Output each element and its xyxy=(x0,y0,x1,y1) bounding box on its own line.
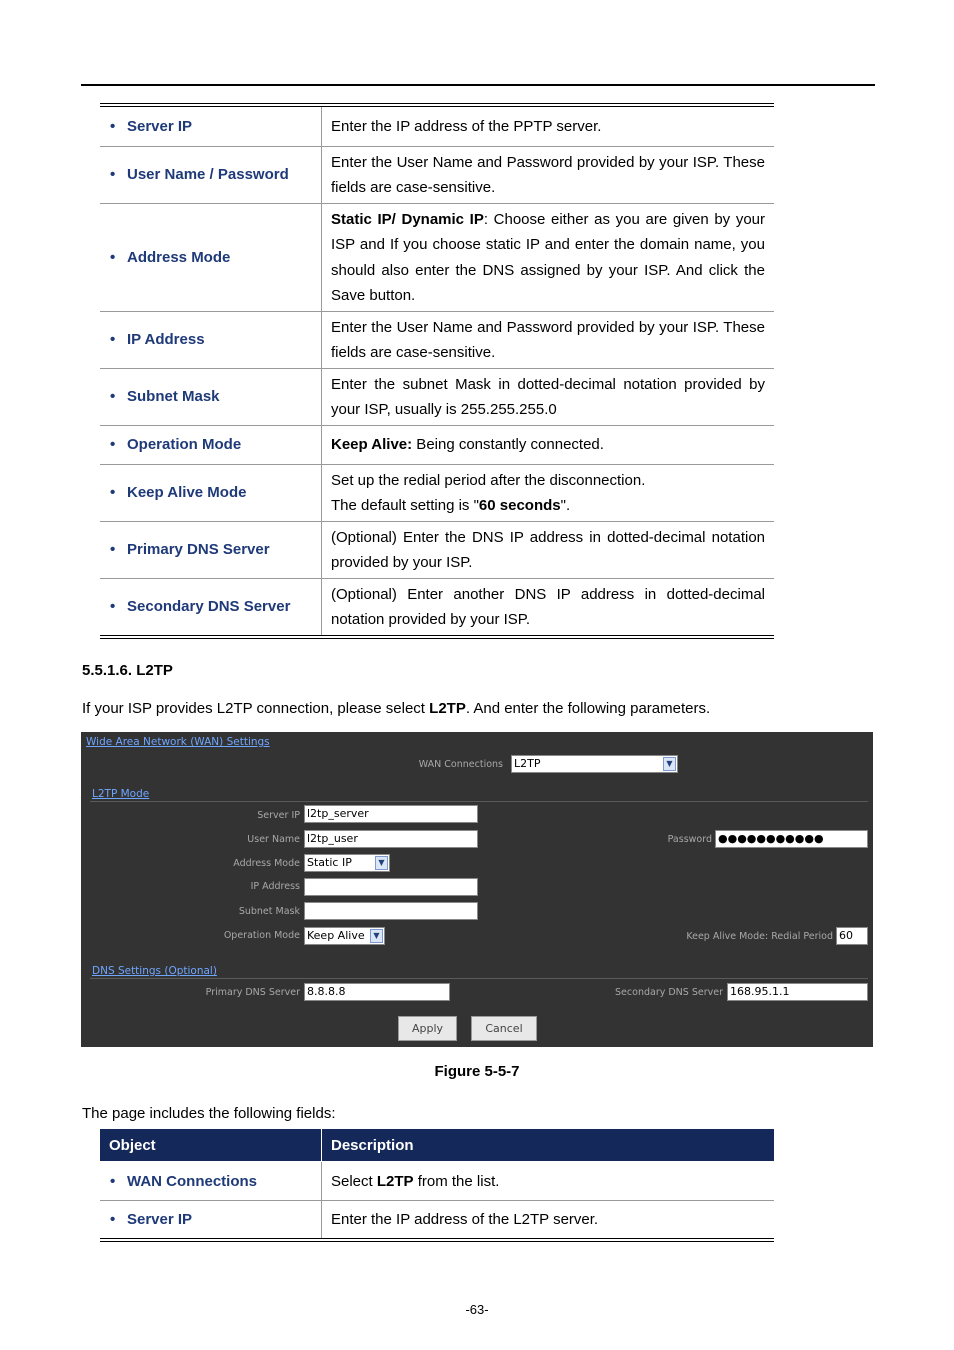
table-row xyxy=(100,146,774,203)
wan-settings-screenshot xyxy=(81,732,873,1047)
description-text: : Choose either as you are given by your ISP and If you choose static IP and enter the domain name, you should also enter the DNS assigned by your ISP. And click the Save button. xyxy=(331,210,766,304)
bullet: • xyxy=(110,484,116,501)
fields-intro: The page includes the following fields: xyxy=(82,1105,336,1122)
description-cell xyxy=(322,1162,775,1201)
intro-paragraph xyxy=(82,700,710,717)
intro-text: . And enter the following parameters. xyxy=(465,700,711,717)
object-label: Keep Alive Mode xyxy=(127,484,247,501)
object-cell xyxy=(100,146,322,203)
description-bold: Static IP/ Dynamic IP xyxy=(331,210,484,228)
cancel-button[interactable]: Cancel xyxy=(471,1016,537,1041)
object-label: User Name / Password xyxy=(127,166,289,183)
description-cell: Enter the User Name and Password provided by your ISP. These fields are case-sensitive. xyxy=(322,146,775,203)
username-label: User Name xyxy=(247,834,300,845)
bullet: • xyxy=(110,541,116,558)
figure-caption: Figure 5-5-7 xyxy=(434,1063,520,1080)
bullet: • xyxy=(110,1210,116,1228)
column-header-description: Description xyxy=(322,1129,775,1162)
bullet: • xyxy=(110,331,116,348)
server-ip-label: Server IP xyxy=(257,810,300,821)
object-cell xyxy=(100,521,322,578)
object-cell xyxy=(100,1162,322,1201)
table-row xyxy=(100,368,774,425)
operation-mode-value: Keep Alive xyxy=(307,929,365,942)
table-row xyxy=(100,105,774,146)
object-label: WAN Connections xyxy=(127,1172,257,1190)
description-text: ". xyxy=(560,497,571,514)
object-cell xyxy=(100,578,322,637)
object-cell xyxy=(100,1201,322,1240)
object-label: Secondary DNS Server xyxy=(127,598,291,615)
section-divider xyxy=(90,978,868,979)
description-cell: (Optional) Enter another DNS IP address in dotted-decimal notation provided by your ISP. xyxy=(331,585,765,628)
section-divider xyxy=(90,801,868,802)
wan-connections-select[interactable] xyxy=(511,755,678,773)
password-input[interactable]: ●●●●●●●●●●● xyxy=(715,830,868,848)
description-cell xyxy=(322,203,775,311)
primary-dns-input[interactable]: 8.8.8.8 xyxy=(304,983,450,1001)
operation-mode-select[interactable] xyxy=(304,927,385,945)
l2tp-mode-section: L2TP Mode xyxy=(92,788,150,800)
object-label: Address Mode xyxy=(127,248,231,266)
address-mode-value: Static IP xyxy=(307,856,352,869)
bullet: • xyxy=(110,248,116,266)
wan-settings-title: Wide Area Network (WAN) Settings xyxy=(86,736,270,748)
description-bold: Keep Alive: xyxy=(331,436,413,454)
description-cell: Enter the subnet Mask in dotted-decimal notation provided by your ISP, usually is 255.255.255.0 xyxy=(322,368,775,425)
description-cell: Enter the IP address of the L2TP server. xyxy=(331,1211,599,1228)
object-label: Server IP xyxy=(127,117,193,135)
address-mode-label: Address Mode xyxy=(233,858,300,869)
chevron-down-icon[interactable]: ▼ xyxy=(375,856,388,870)
bullet: • xyxy=(110,117,116,135)
bullet: • xyxy=(110,1172,116,1190)
description-cell: Enter the IP address of the PPTP server. xyxy=(322,105,775,146)
object-label: Server IP xyxy=(127,1210,193,1228)
password-label: Password xyxy=(667,834,712,845)
object-cell xyxy=(100,105,322,146)
table-row xyxy=(100,521,774,578)
pptp-fields-table xyxy=(100,103,774,639)
object-cell xyxy=(100,368,322,425)
object-label: Operation Mode xyxy=(127,436,242,453)
table-row xyxy=(100,464,774,521)
intro-text: If your ISP provides L2TP connection, please select xyxy=(82,700,430,717)
secondary-dns-input[interactable]: 168.95.1.1 xyxy=(727,983,868,1001)
description-cell xyxy=(322,425,775,464)
table-row xyxy=(100,425,774,464)
ip-address-label: IP Address xyxy=(250,881,300,892)
l2tp-fields-table xyxy=(100,1129,774,1242)
description-text: Set up the redial period after the disconnection. xyxy=(331,471,646,489)
column-header-object: Object xyxy=(100,1129,322,1162)
description-text: from the list. xyxy=(413,1172,500,1190)
chevron-down-icon[interactable]: ▼ xyxy=(370,929,383,943)
description-text: Select xyxy=(331,1172,377,1190)
apply-button[interactable]: Apply xyxy=(398,1016,457,1041)
subnet-mask-label: Subnet Mask xyxy=(238,906,300,917)
table-header-row xyxy=(100,1129,774,1162)
object-cell xyxy=(100,464,322,521)
subnet-mask-input[interactable] xyxy=(304,902,478,920)
page-number: -63- xyxy=(465,1302,489,1317)
description-bold: L2TP xyxy=(376,1172,414,1190)
bullet: • xyxy=(110,598,116,615)
header-rule xyxy=(81,84,875,86)
wan-connections-label: WAN Connections xyxy=(418,759,503,770)
section-heading: 5.5.1.6. L2TP xyxy=(82,662,173,679)
secondary-dns-label: Secondary DNS Server xyxy=(615,987,723,998)
server-ip-input[interactable]: l2tp_server xyxy=(304,805,478,823)
bullet: • xyxy=(110,388,116,405)
table-row xyxy=(100,578,774,637)
address-mode-select[interactable] xyxy=(304,854,390,872)
chevron-down-icon[interactable]: ▼ xyxy=(663,757,676,771)
object-cell xyxy=(100,203,322,311)
description-cell: (Optional) Enter the DNS IP address in dotted-decimal notation provided by your ISP. xyxy=(322,521,775,578)
intro-bold: L2TP xyxy=(429,700,466,717)
description-bold: 60 seconds xyxy=(478,497,561,514)
redial-period-input[interactable]: 60 xyxy=(836,927,868,945)
object-label: IP Address xyxy=(127,331,205,348)
primary-dns-label: Primary DNS Server xyxy=(205,987,300,998)
dns-settings-section: DNS Settings (Optional) xyxy=(92,965,217,977)
table-row xyxy=(100,1201,774,1240)
redial-period-label: Keep Alive Mode: Redial Period xyxy=(686,931,833,942)
bullet: • xyxy=(110,436,116,453)
description-text: The default setting is " xyxy=(331,497,479,514)
description-cell: Enter the User Name and Password provided by your ISP. These fields are case-sensitive. xyxy=(322,311,775,368)
description-text: Being constantly connected. xyxy=(412,436,604,454)
ip-address-input[interactable] xyxy=(304,878,478,896)
table-row xyxy=(100,1162,774,1201)
wan-connections-value: L2TP xyxy=(514,757,541,770)
object-cell xyxy=(100,311,322,368)
table-row xyxy=(100,311,774,368)
object-label: Primary DNS Server xyxy=(127,541,270,558)
operation-mode-label: Operation Mode xyxy=(223,930,300,941)
object-label: Subnet Mask xyxy=(127,388,220,405)
table-row xyxy=(100,203,774,311)
bullet: • xyxy=(110,166,116,183)
username-input[interactable]: l2tp_user xyxy=(304,830,478,848)
object-cell xyxy=(100,425,322,464)
description-cell xyxy=(322,464,775,521)
